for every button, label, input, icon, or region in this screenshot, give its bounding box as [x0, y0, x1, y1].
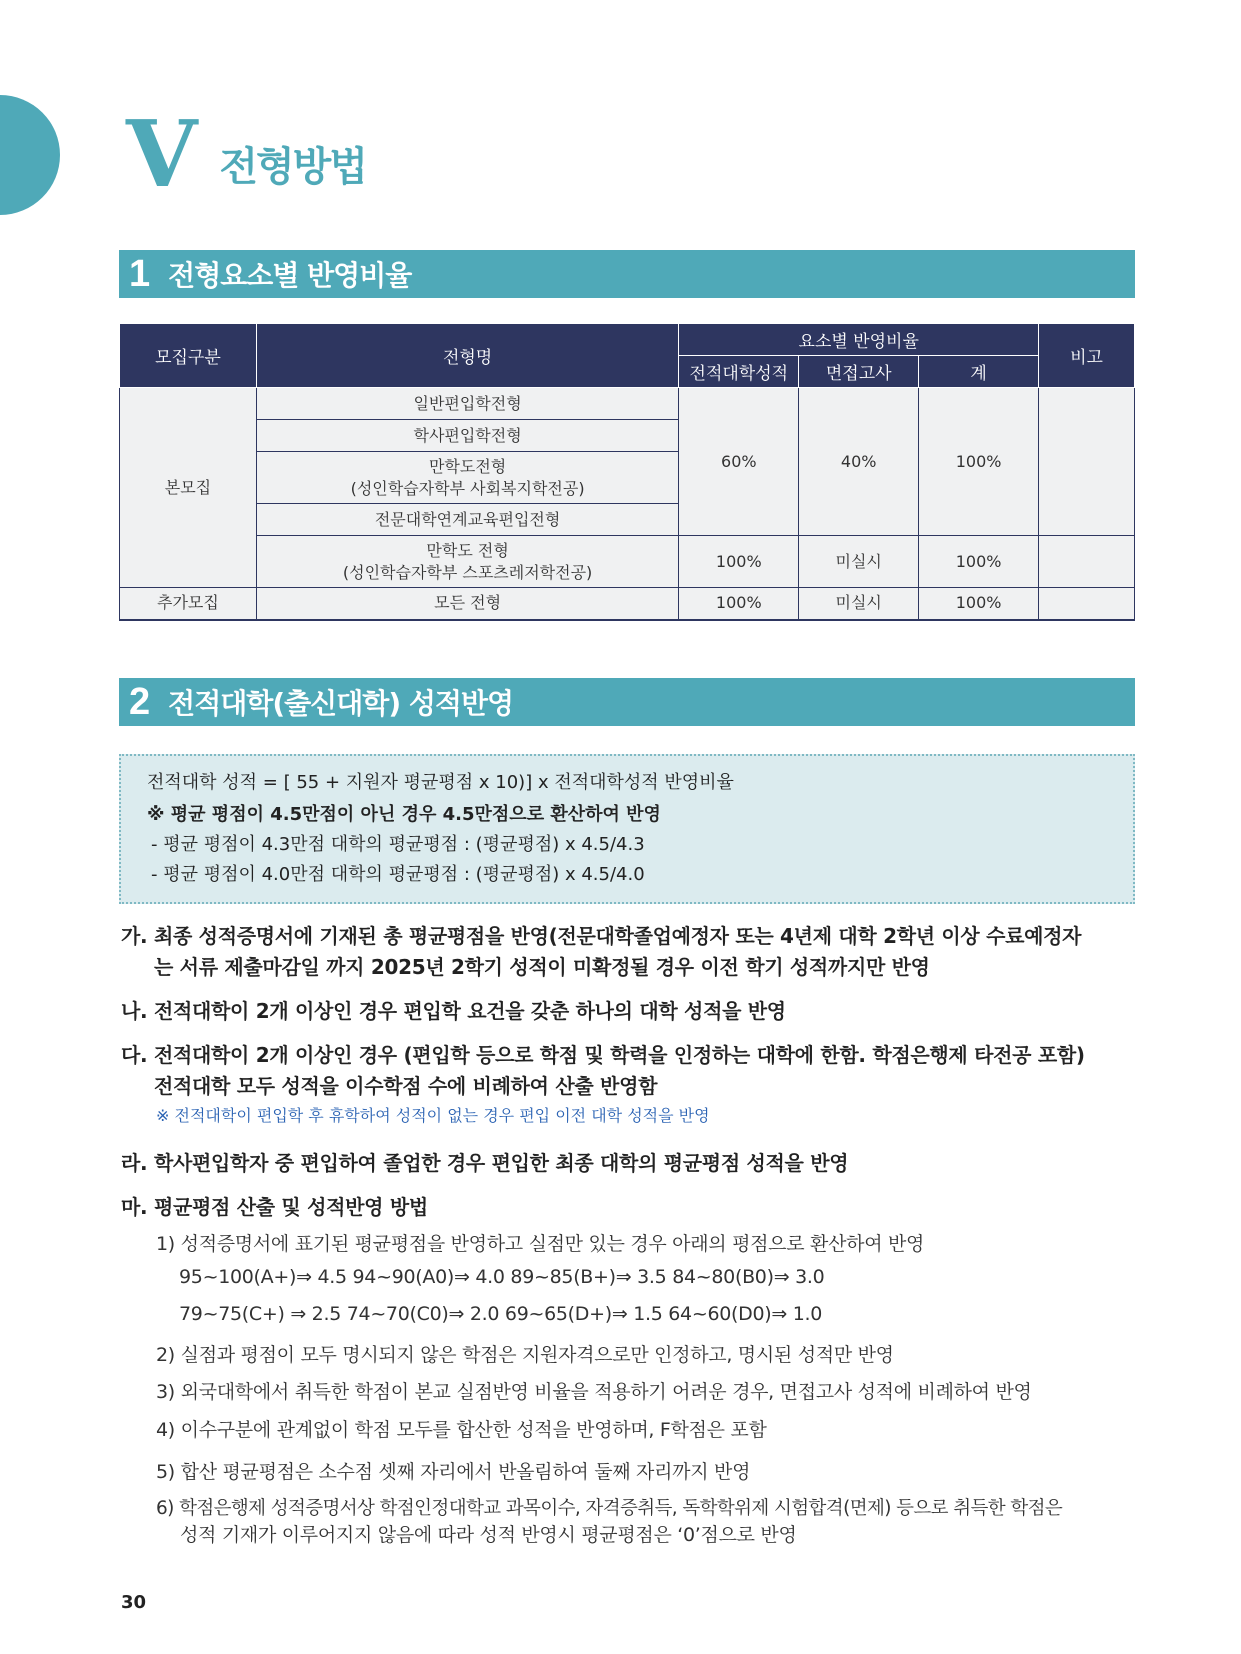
chapter-roman-numeral: V — [126, 100, 198, 208]
type-name: 모든 전형 — [256, 588, 679, 620]
section-1-heading — [119, 250, 1135, 298]
method-1-scale-a: 95~100(A+)⇒ 4.5 94~90(A0)⇒ 4.0 89~85(B+)⇒ 3.5 84~80(B0)⇒ 3.0 — [179, 1266, 825, 1288]
chapter-title: 전형방법 — [219, 144, 366, 190]
method-6-line2: 성적 기재가 이루어지지 않음에 따라 성적 반영시 평균평점은 ‘0’점으로 반영 — [180, 1524, 797, 1546]
type-name-line: 만학도전형 — [428, 456, 507, 476]
formula-box — [119, 754, 1135, 904]
item-da-line1: 다. 전적대학이 2개 이상인 경우 (편입학 등으로 학점 및 학력을 인정하는 대학에 한함. 학점은행제 타전공 포함) — [121, 1043, 1085, 1067]
section-2-heading — [119, 678, 1135, 726]
note-cell — [1039, 588, 1135, 620]
table-row — [120, 588, 1135, 620]
table-row — [120, 388, 1135, 420]
group-extra: 추가모집 — [120, 588, 257, 620]
header-total: 계 — [919, 356, 1039, 388]
ratio-interview: 40% — [799, 388, 919, 536]
ratio-interview: 미실시 — [799, 588, 919, 620]
method-6-line1: 6) 학점은행제 성적증명서상 학점인정대학교 과목이수, 자격증취득, 독학학위제 시험합격(면제) 등으로 취득한 학점은 — [156, 1498, 1063, 1519]
method-5: 5) 합산 평균평점은 소수점 셋째 자리에서 반올림하여 둘째 자리까지 반영 — [156, 1461, 751, 1483]
formula-example: - 평균 평점이 4.3만점 대학의 평균평점 : (평균평점) x 4.5/4.3 — [151, 834, 645, 855]
header-ratio: 요소별 반영비율 — [679, 324, 1039, 356]
formula-note: ※ 평균 평점이 4.5만점이 아닌 경우 4.5만점으로 환산하여 반영 — [147, 804, 661, 825]
ratio-grade: 60% — [679, 388, 799, 536]
method-3: 3) 외국대학에서 취득한 학점이 본교 실점반영 비율을 적용하기 어려운 경우, 면접고사 성적에 비례하여 반영 — [156, 1381, 1032, 1403]
method-1: 1) 성적증명서에 표기된 평균평점을 반영하고 실점만 있는 경우 아래의 평점으로 환산하여 반영 — [156, 1233, 925, 1255]
page-number: 30 — [121, 1592, 147, 1613]
header-note: 비고 — [1039, 324, 1135, 388]
item-ga-line1: 가. 최종 성적증명서에 기재된 총 평균평점을 반영(전문대학졸업예정자 또는 4년제 대학 2학년 이상 수료예정자 — [121, 924, 1082, 948]
chapter-heading — [126, 100, 366, 208]
ratio-interview: 미실시 — [799, 536, 919, 588]
section-2-title: 전적대학(출신대학) 성적반영 — [168, 687, 514, 720]
table-row — [120, 536, 1135, 588]
formula-example: - 평균 평점이 4.0만점 대학의 평균평점 : (평균평점) x 4.5/4.0 — [151, 864, 645, 885]
type-name-line: (성인학습자학부 사회복지학전공) — [350, 478, 585, 498]
item-ra: 라. 학사편입학자 중 편입하여 졸업한 경우 편입한 최종 대학의 평균평점 성적을 반영 — [121, 1151, 849, 1175]
ratio-total: 100% — [919, 588, 1039, 620]
section-1-title: 전형요소별 반영비율 — [168, 259, 412, 292]
ratio-grade: 100% — [679, 588, 799, 620]
header-interview: 면접고사 — [799, 356, 919, 388]
item-da-note: ※ 전적대학이 편입학 후 휴학하여 성적이 없는 경우 편입 이전 대학 성적을 반영 — [156, 1106, 710, 1125]
table-header-row — [120, 324, 1135, 356]
item-ga-line2: 는 서류 제출마감일 까지 2025년 2학기 성적이 미확정될 경우 이전 학기 성적까지만 반영 — [154, 955, 930, 979]
section-1-number: 1 — [129, 252, 151, 295]
header-grade: 전적대학성적 — [679, 356, 799, 388]
ratio-table — [119, 323, 1135, 621]
method-1-scale-b: 79~75(C+) ⇒ 2.5 74~70(C0)⇒ 2.0 69~65(D+)⇒ 1.5 64~60(D0)⇒ 1.0 — [179, 1303, 823, 1325]
header-group: 모집구분 — [120, 324, 257, 388]
section-2-number: 2 — [129, 680, 151, 723]
formula-line: 전적대학 성적 = [ 55 + 지원자 평균평점 x 10)] x 전적대학성적 반영비율 — [147, 772, 734, 793]
type-name-line: (성인학습자학부 스포츠레저학전공) — [342, 562, 593, 582]
item-da-line2: 전적대학 모두 성적을 이수학점 수에 비례하여 산출 반영함 — [154, 1074, 658, 1098]
type-name — [256, 452, 679, 504]
type-name-line: 만학도 전형 — [426, 540, 509, 560]
method-4: 4) 이수구분에 관계없이 학점 모두를 합산한 성적을 반영하며, F학점은 포함 — [156, 1419, 767, 1441]
ratio-total: 100% — [919, 388, 1039, 536]
type-name: 일반편입학전형 — [256, 388, 679, 420]
type-name — [256, 536, 679, 588]
header-name: 전형명 — [256, 324, 679, 388]
ratio-total: 100% — [919, 536, 1039, 588]
item-na: 나. 전적대학이 2개 이상인 경우 편입학 요건을 갖춘 하나의 대학 성적을 반영 — [121, 999, 786, 1023]
note-cell — [1039, 388, 1135, 536]
note-cell — [1039, 536, 1135, 588]
type-name: 학사편입학전형 — [256, 420, 679, 452]
type-name: 전문대학연계교육편입전형 — [256, 504, 679, 536]
item-ma: 마. 평균평점 산출 및 성적반영 방법 — [121, 1195, 428, 1219]
decorative-circle — [0, 95, 60, 215]
group-main: 본모집 — [120, 388, 257, 588]
method-2: 2) 실점과 평점이 모두 명시되지 않은 학점은 지원자격으로만 인정하고, 명시된 성적만 반영 — [156, 1344, 894, 1366]
ratio-grade: 100% — [679, 536, 799, 588]
